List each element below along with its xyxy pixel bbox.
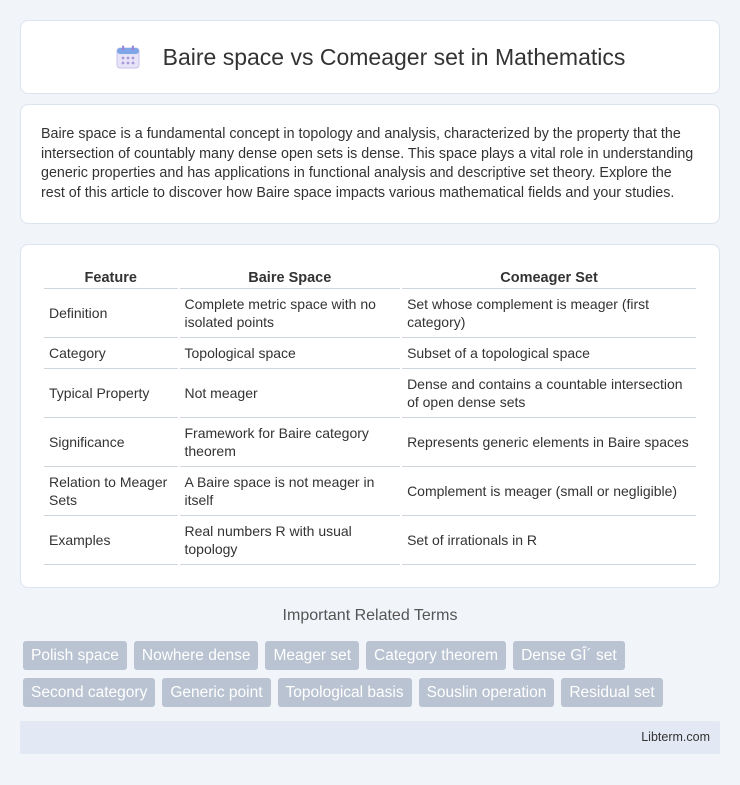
calendar-icon (115, 44, 141, 70)
tag-nowhere-dense[interactable]: Nowhere dense (134, 641, 259, 670)
table-cell: Set of irrationals in R (402, 516, 696, 565)
tag-row (23, 678, 723, 707)
table-cell: Category (44, 338, 178, 369)
title-card (20, 20, 720, 94)
table-cell: Framework for Baire category theorem (180, 418, 401, 467)
intro-card (20, 104, 720, 224)
tag-second-category[interactable]: Second category (23, 678, 155, 707)
footer-site-link[interactable]: Libterm.com (641, 730, 710, 744)
table-row (44, 338, 696, 369)
table-header-row (44, 267, 696, 289)
table-cell: Complete metric space with no isolated points (180, 289, 401, 338)
table-cell: Complement is meager (small or negligible) (402, 467, 696, 516)
table-row (44, 369, 696, 418)
tag-category-theorem[interactable]: Category theorem (366, 641, 506, 670)
table-cell: Set whose complement is meager (first category) (402, 289, 696, 338)
page-title: Baire space vs Comeager set in Mathematics (162, 43, 626, 70)
table-row (44, 467, 696, 516)
table-cell: Definition (44, 289, 178, 338)
tag-row (23, 641, 723, 670)
table-cell: Significance (44, 418, 178, 467)
table-cell: Represents generic elements in Baire spaces (402, 418, 696, 467)
tag-dense-g-delta-set[interactable]: Dense GÎ´ set (513, 641, 625, 670)
table-cell: Topological space (180, 338, 401, 369)
related-terms-tags (23, 641, 723, 715)
table-cell: Relation to Meager Sets (44, 467, 178, 516)
tag-souslin-operation[interactable]: Souslin operation (419, 678, 555, 707)
tag-meager-set[interactable]: Meager set (265, 641, 359, 670)
table-row (44, 516, 696, 565)
tag-residual-set[interactable]: Residual set (561, 678, 662, 707)
table-cell: A Baire space is not meager in itself (180, 467, 401, 516)
table-cell: Dense and contains a countable intersection of open dense sets (402, 369, 696, 418)
table-cell: Typical Property (44, 369, 178, 418)
header-feature: Feature (44, 267, 178, 289)
intro-text: Baire space is a fundamental concept in topology and analysis, characterized by the property that the intersection of countably many dense open sets is dense. This space plays a vital role in understanding generic properties and has applications in functional analysis and descriptive set theory. Explore the rest of this article to discover how Baire space impacts various mathematical fields and your studies. (41, 126, 694, 201)
header-baire-space: Baire Space (180, 267, 401, 289)
related-terms-title: Important Related Terms (282, 607, 458, 624)
table-cell: Examples (44, 516, 178, 565)
table-cell: Subset of a topological space (402, 338, 696, 369)
tag-polish-space[interactable]: Polish space (23, 641, 127, 670)
table-row (44, 418, 696, 467)
table-cell: Not meager (180, 369, 401, 418)
comparison-table-card (20, 244, 720, 588)
comparison-table (42, 267, 698, 565)
tag-topological-basis[interactable]: Topological basis (278, 678, 412, 707)
footer (20, 721, 720, 754)
table-cell: Real numbers R with usual topology (180, 516, 401, 565)
table-row (44, 289, 696, 338)
tag-generic-point[interactable]: Generic point (162, 678, 270, 707)
header-comeager-set: Comeager Set (402, 267, 696, 289)
